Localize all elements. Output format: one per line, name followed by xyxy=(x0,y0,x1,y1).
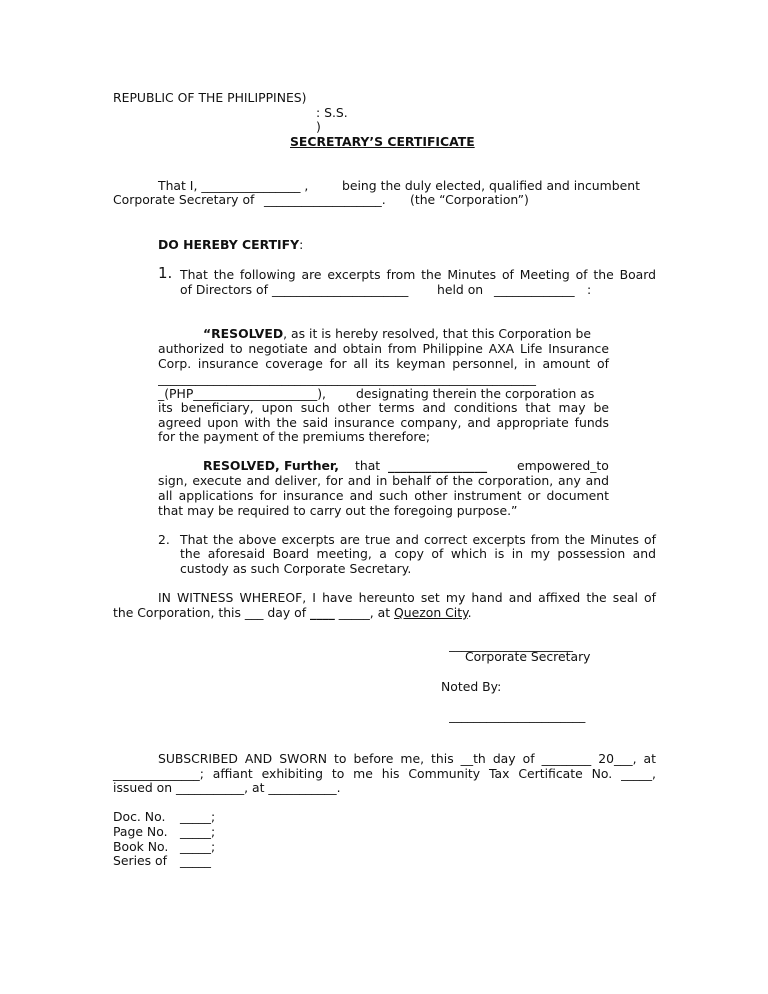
resolution-1-line-3: Corp. insurance coverage for all its keyman personnel, in amount of xyxy=(158,356,609,371)
ss-line: : S.S. xyxy=(316,105,348,120)
item-1-line-2b: held on xyxy=(437,282,484,297)
signature-label: Corporate Secretary xyxy=(465,649,591,664)
series-label: Series of xyxy=(113,853,167,868)
witness-line-1: IN WITNESS WHEREOF, I have hereunto set my hand and affixed the seal of xyxy=(158,590,656,605)
resolution-1-line-2: authorized to negotiate and obtain from Philippine AXA Life Insurance xyxy=(158,341,609,356)
page-no-value: _____; xyxy=(180,824,216,839)
jurat-line-1: SUBSCRIBED AND SWORN to before me, this __th day of ________ 20___, at xyxy=(158,751,656,766)
item-2-line-2: the aforesaid Board meeting, a copy of which is in my possession and xyxy=(180,546,656,561)
page-no-label: Page No. xyxy=(113,824,168,839)
resolution-1-line-6: its beneficiary, upon such other terms and conditions that may be xyxy=(158,400,609,415)
resolution-2-that: that xyxy=(355,458,381,473)
item-1-line-2-blank2: _____________ xyxy=(494,282,575,297)
intro-line-1a: That I, ________________ , xyxy=(158,178,309,193)
resolution-1-line-1-rest: , as it is hereby resolved, that this Corporation be xyxy=(283,326,592,341)
resolution-1-line-7: agreed upon with the said insurance company, and appropriate funds xyxy=(158,415,609,430)
resolution-2-line-2: sign, execute and deliver, for and in behalf of the corporation, any and xyxy=(158,473,609,488)
book-no-value: _____; xyxy=(180,839,216,854)
resolution-2-line-4: that may be required to carry out the foregoing purpose.” xyxy=(158,503,518,518)
resolved-label: “RESOLVED xyxy=(203,326,284,341)
item-2-line-1: That the above excerpts are true and correct excerpts from the Minutes of xyxy=(180,532,656,547)
intro-line-2a: Corporate Secretary of xyxy=(113,192,255,207)
resolution-1-line-4: _____________________________________________________________ xyxy=(158,371,536,386)
item-1-number: 1. xyxy=(158,264,173,282)
certify-heading xyxy=(158,237,303,252)
witness-line-2 xyxy=(113,605,472,620)
intro-line-1b: being the duly elected, qualified and incumbent xyxy=(342,178,640,193)
resolution-1-line-5b: designating therein the corporation as xyxy=(356,386,595,401)
resolution-2-line-1-rest: empowered_to xyxy=(517,458,609,473)
noted-by-label: Noted By: xyxy=(441,679,502,694)
doc-no-value: _____; xyxy=(180,809,216,824)
witness-month-blank: ____ xyxy=(310,605,335,620)
doc-no-label: Doc. No. xyxy=(113,809,166,824)
certify-colon: : xyxy=(299,237,304,252)
witness-line-2b: _____, at xyxy=(338,605,391,620)
item-2-number: 2. xyxy=(158,532,170,547)
resolution-2-blank: ________________ xyxy=(388,458,488,473)
resolution-1-line-1 xyxy=(203,326,591,341)
noted-by-line: ______________________ xyxy=(449,708,586,723)
jurat-line-2: ______________; affiant exhibiting to me his Community Tax Certificate No. _____, xyxy=(113,766,656,781)
item-1-line-1: That the following are excerpts from the Minutes of Meeting of the Board xyxy=(180,267,656,282)
item-1-line-2c: : xyxy=(587,282,592,297)
series-value: _____ xyxy=(180,853,211,868)
signature-line: ____________________ xyxy=(449,637,573,652)
item-2-line-3: custody as such Corporate Secretary. xyxy=(180,561,412,576)
document-title: SECRETARY’S CERTIFICATE xyxy=(290,134,475,149)
resolution-1-line-8: for the payment of the premiums therefore; xyxy=(158,429,431,444)
jurat-line-3: issued on ___________, at ___________. xyxy=(113,780,341,795)
witness-line-2-end: . xyxy=(467,605,472,620)
resolved-further-label: RESOLVED, Further, xyxy=(203,458,339,473)
witness-city: Quezon City xyxy=(394,605,468,620)
item-1-line-2a: of Directors of xyxy=(180,282,268,297)
certify-label: DO HEREBY CERTIFY xyxy=(158,237,300,252)
paren-line: ) xyxy=(316,119,321,134)
book-no-label: Book No. xyxy=(113,839,169,854)
intro-line-2b: (the “Corporation”) xyxy=(410,192,529,207)
intro-line-2-blank: ___________________. xyxy=(264,192,386,207)
witness-line-2a: the Corporation, this ___ day of xyxy=(113,605,307,620)
item-1-line-2-blank1: ______________________ xyxy=(272,282,409,297)
republic-line: REPUBLIC OF THE PHILIPPINES) xyxy=(113,90,307,105)
resolution-1-line-5a: _(PHP____________________), xyxy=(158,386,326,401)
resolution-2-line-3: all applications for insurance and such other instrument or document xyxy=(158,488,609,503)
